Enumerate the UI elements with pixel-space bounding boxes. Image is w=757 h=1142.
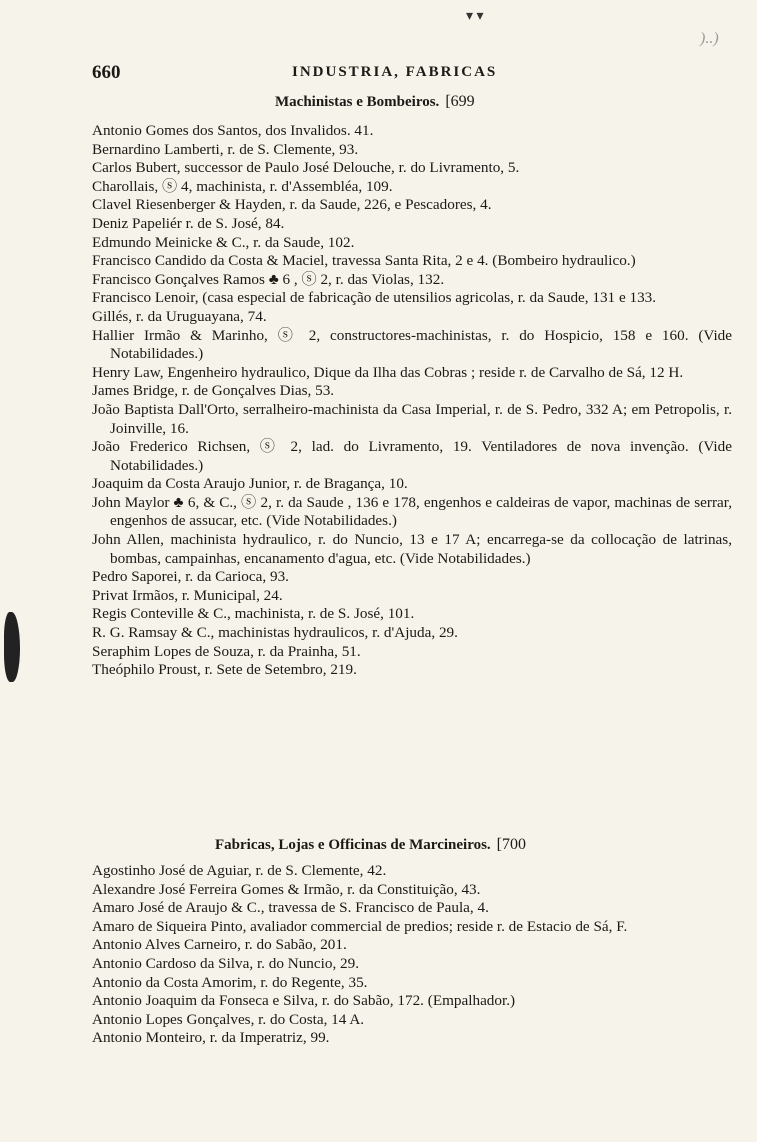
directory-entry: Antonio Cardoso da Silva, r. do Nuncio, 29. (92, 954, 360, 972)
directory-entry: Clavel Riesenberger & Hayden, r. da Saude, 226, e Pescadores, 4. (92, 196, 492, 214)
directory-entry: Francisco Lenoir, (casa especial de fabricação de utensilios agricolas, r. da Saude, 131 e 133. (92, 289, 657, 307)
directory-entry: Gillés, r. da Uruguayana, 74. (92, 307, 267, 325)
section-entries-machinistas (92, 122, 732, 680)
directory-entry: Carlos Bubert, successor de Paulo José Delouche, r. do Livramento, 5. (92, 159, 520, 177)
directory-entry: Bernardino Lamberti, r. de S. Clemente, 93. (92, 140, 359, 158)
directory-entry: Antonio Lopes Gonçalves, r. do Costa, 14 A. (92, 1010, 365, 1028)
section-title-text: Fabricas, Lojas e Officinas de Marcineiros. (215, 837, 491, 853)
page-header (92, 62, 732, 88)
directory-entry: Deniz Papeliér r. de S. José, 84. (92, 214, 285, 232)
section-code: [699 (445, 93, 475, 110)
directory-entry: Antonio Alves Carneiro, r. do Sabão, 201. (92, 936, 347, 954)
section-title-machinistas (275, 93, 475, 111)
directory-entry: Regis Conteville & C., machinista, r. de S. José, 101. (92, 605, 415, 623)
ink-blot (4, 612, 20, 682)
directory-entry: Pedro Saporei, r. da Carioca, 93. (92, 568, 289, 586)
pencil-mark-corner: )..) (700, 30, 719, 47)
directory-entry: Henry Law, Engenheiro hydraulico, Dique da Ilha das Cobras ; reside r. de Carvalho de Sá, 12 H. (92, 363, 684, 381)
directory-entry: John Maylor ♣ 6, & C., ⓢ 2, r. da Saude , 136 e 178, engenhos e caldeiras de vapor, machinas de serrar, engenhos de assucar, etc. (Vide Notabilidades.) (92, 493, 732, 530)
directory-entry: Agostinho José de Aguiar, r. de S. Clemente, 42. (92, 862, 387, 879)
directory-entry: Amaro de Siqueira Pinto, avaliador commercial de predios; reside r. de Estacio de Sá, F. (92, 917, 628, 935)
directory-entry: Charollais, ⓢ 4, machinista, r. d'Assembléa, 109. (92, 177, 393, 195)
directory-entry: Hallier Irmão & Marinho, ⓢ 2, constructores-machinistas, r. do Hospicio, 158 e 160. (Vide Notabilidades.) (92, 326, 732, 363)
section-title-text: Machinistas e Bombeiros. (275, 94, 440, 110)
directory-entry: Privat Irmãos, r. Municipal, 24. (92, 586, 283, 604)
directory-entry: Alexandre José Ferreira Gomes & Irmão, r. da Constituição, 43. (92, 880, 481, 898)
directory-entry: Francisco Candido da Costa & Maciel, travessa Santa Rita, 2 e 4. (Bombeiro hydraulico.) (92, 252, 636, 270)
directory-entry: Theóphilo Proust, r. Sete de Setembro, 219. (92, 661, 357, 679)
directory-entry: Antonio Gomes dos Santos, dos Invalidos. 41. (92, 122, 374, 139)
directory-entry: Joaquim da Costa Araujo Junior, r. de Bragança, 10. (92, 475, 408, 493)
directory-entry: John Allen, machinista hydraulico, r. do Nuncio, 13 e 17 A; encarrega-se da collocação de latrinas, bombas, campainhas, encanamento d'agua, etc. (Vide Notabilidades.) (92, 531, 732, 567)
directory-entry: James Bridge, r. de Gonçalves Dias, 53. (92, 382, 335, 400)
running-title: INDUSTRIA, FABRICAS (292, 64, 498, 80)
section-entries-marcineiros (92, 862, 732, 1048)
directory-entry: Antonio Monteiro, r. da Imperatriz, 99. (92, 1029, 330, 1047)
directory-entry: Seraphim Lopes de Souza, r. da Prainha, 51. (92, 642, 361, 660)
section-code: [700 (496, 836, 526, 853)
directory-entry: Edmundo Meinicke & C., r. da Saude, 102. (92, 233, 355, 251)
directory-entry: João Frederico Richsen, ⓢ 2, lad. do Livramento, 19. Ventiladores de nova invenção. (Vide Notabilidades.) (92, 438, 732, 474)
directory-entry: Antonio da Costa Amorim, r. do Regente, 35. (92, 973, 368, 991)
directory-entry: Antonio Joaquim da Fonseca e Silva, r. do Sabão, 172. (Empalhador.) (92, 992, 516, 1010)
section-title-marcineiros (215, 836, 526, 854)
directory-entry: João Baptista Dall'Orto, serralheiro-machinista da Casa Imperial, r. de S. Pedro, 332 A; em Petropolis, r. Joinville, 16. (92, 400, 732, 437)
directory-entry: R. G. Ramsay & C., machinistas hydraulicos, r. d'Ajuda, 29. (92, 624, 458, 642)
directory-entry: Francisco Gonçalves Ramos ♣ 6 , ⓢ 2, r. das Violas, 132. (92, 270, 445, 288)
page-number: 660 (92, 62, 121, 83)
ink-mark-top: ▾ ▾ (466, 9, 484, 24)
directory-entry: Amaro José de Araujo & C., travessa de S. Francisco de Paula, 4. (92, 899, 489, 917)
